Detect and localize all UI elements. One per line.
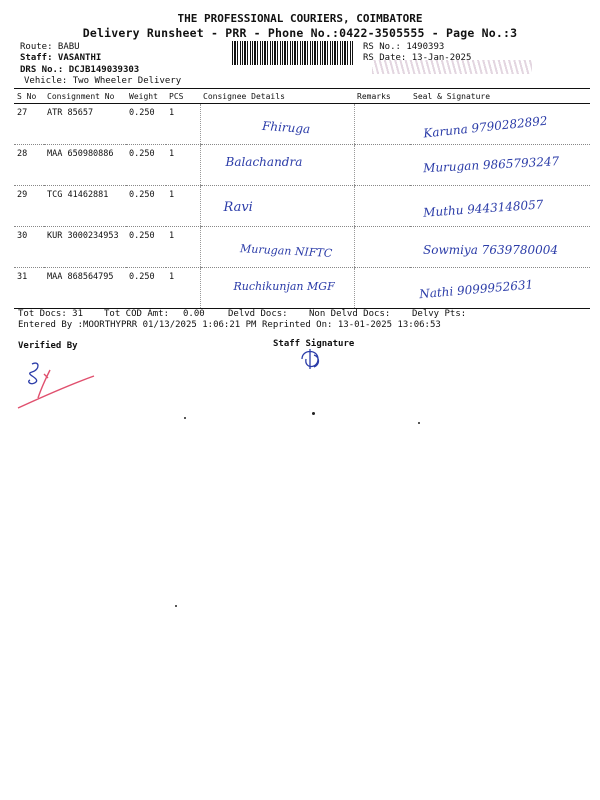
seal-cell [410, 145, 590, 186]
route-label: Route: BABU [20, 42, 80, 52]
rs-number: RS No.: 1490393 [363, 42, 445, 52]
row-weight: 0.250 [126, 104, 166, 145]
table-row [14, 268, 590, 309]
drs-number: DRS No.: DCJB149039303 [20, 65, 140, 75]
seal-cell [410, 227, 590, 268]
delivery-points: Delvy Pts: [412, 309, 467, 319]
row-sno: 29 [14, 186, 44, 227]
col-sno: S No [14, 89, 44, 104]
verified-by-label: Verified By [18, 341, 78, 351]
col-seal-signature: Seal & Signature [410, 89, 590, 104]
row-consignment-no: MAA 868564795 [44, 268, 126, 309]
verified-signature-mark [10, 352, 100, 414]
vehicle-label: Vehicle: Two Wheeler Delivery [24, 76, 182, 86]
col-consignee: Consignee Details [200, 89, 354, 104]
seal-cell [410, 268, 590, 309]
faded-stamp [372, 60, 532, 74]
consignee-signature: Ravi [223, 200, 253, 215]
consignee-signature: Fhiruga [261, 118, 311, 137]
row-sno: 31 [14, 268, 44, 309]
seal-signature: Muthu 9443148057 [422, 197, 544, 220]
non-delivered-docs: Non Delvd Docs: [309, 309, 391, 319]
company-name: THE PROFESSIONAL COURIERS, COIMBATORE [177, 12, 423, 25]
remarks-cell [354, 268, 410, 309]
runsheet-table [14, 88, 590, 309]
total-docs: Tot Docs: 31 [18, 309, 84, 319]
row-consignment-no: ATR 85657 [44, 104, 126, 145]
seal-signature: Murugan 9865793247 [422, 154, 560, 176]
total-cod-label: Tot COD Amt: [104, 309, 170, 319]
row-consignment-no: TCG 41462881 [44, 186, 126, 227]
table-row [14, 186, 590, 227]
barcode [232, 41, 354, 65]
col-weight: Weight [126, 89, 166, 104]
staff-label: Staff: VASANTHI [20, 53, 102, 63]
delivered-docs: Delvd Docs: [228, 309, 288, 319]
row-weight: 0.250 [126, 268, 166, 309]
row-pcs: 1 [166, 145, 200, 186]
consignee-cell [200, 186, 354, 227]
row-consignment-no: MAA 650980886 [44, 145, 126, 186]
seal-signature: Nathi 9099952631 [418, 277, 534, 302]
remarks-cell [354, 145, 410, 186]
runsheet-title: Delivery Runsheet - PRR - Phone No.:0422-3505555 - Page No.:3 [82, 26, 518, 40]
consignee-cell [200, 227, 354, 268]
table-row [14, 145, 590, 186]
col-pcs: PCS [166, 89, 200, 104]
consignee-signature: Ruchikunjan MGF [233, 280, 335, 293]
total-cod-value: 0.00 [183, 309, 205, 319]
entered-by: Entered By :MOORTHYPRR 01/13/2025 1:06:21 PM [18, 320, 257, 330]
seal-cell [410, 186, 590, 227]
scan-speck [184, 417, 186, 419]
consignee-signature: Balachandra [225, 155, 303, 169]
remarks-cell [354, 227, 410, 268]
scan-speck [175, 605, 177, 607]
row-pcs: 1 [166, 227, 200, 268]
staff-signature-label: Staff Signature [273, 339, 355, 349]
consignee-cell [200, 145, 354, 186]
col-consignment: Consignment No [44, 89, 126, 104]
row-pcs: 1 [166, 104, 200, 145]
scan-speck [418, 422, 420, 424]
reprinted-on: Reprinted On: 13-01-2025 13:06:53 [262, 320, 441, 330]
row-sno: 30 [14, 227, 44, 268]
consignee-cell [200, 268, 354, 309]
rs-date: RS Date: 13-Jan-2025 [363, 53, 472, 63]
table-row [14, 104, 590, 145]
remarks-cell [354, 104, 410, 145]
seal-signature: Sowmiya 7639780004 [423, 243, 559, 257]
row-pcs: 1 [166, 268, 200, 309]
row-consignment-no: KUR 3000234953 [44, 227, 126, 268]
col-remarks: Remarks [354, 89, 410, 104]
staff-signature-mark [296, 345, 328, 373]
consignee-cell [200, 104, 354, 145]
row-weight: 0.250 [126, 145, 166, 186]
scan-speck [312, 412, 315, 415]
remarks-cell [354, 186, 410, 227]
consignee-signature: Murugan NIFTC [239, 242, 333, 260]
row-weight: 0.250 [126, 186, 166, 227]
row-sno: 27 [14, 104, 44, 145]
seal-cell [410, 104, 590, 145]
row-sno: 28 [14, 145, 44, 186]
row-pcs: 1 [166, 186, 200, 227]
row-weight: 0.250 [126, 227, 166, 268]
table-row [14, 227, 590, 268]
seal-signature: Karuna 9790282892 [422, 113, 549, 141]
table-header-row [14, 89, 590, 104]
